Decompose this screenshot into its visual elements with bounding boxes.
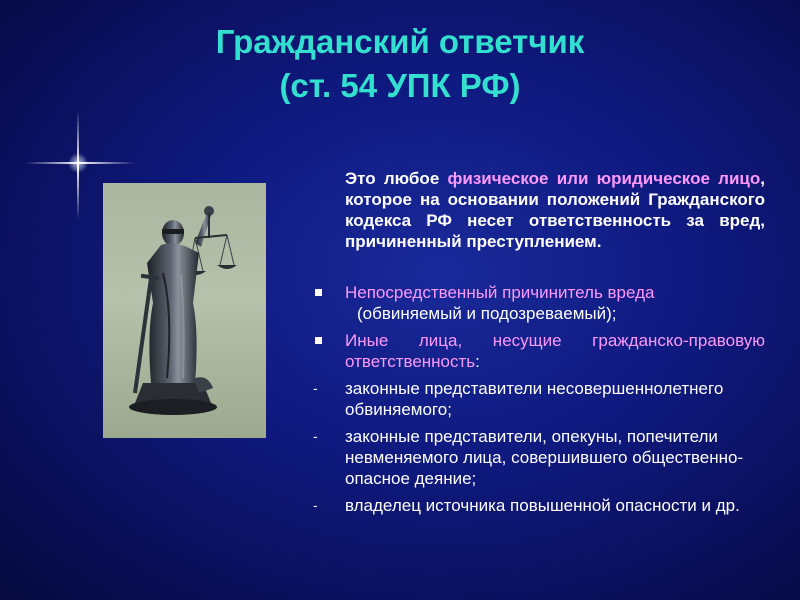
- slide-title: [0, 20, 800, 108]
- bullet-item-direct-tortfeasor: [305, 282, 765, 303]
- bullet-text-highlight: Иные лица, несущие гражданско-правовую ответственность: [345, 331, 765, 371]
- bullet-text-suffix: :: [475, 352, 480, 371]
- title-line-1: Гражданский ответчик: [215, 23, 585, 60]
- slide-content: [305, 168, 765, 516]
- lady-justice-icon: [103, 183, 266, 438]
- square-bullet-icon: [315, 289, 322, 296]
- continuation-text: (обвиняемый и подозреваемый);: [357, 304, 617, 323]
- dash-marker: -: [313, 380, 318, 396]
- dash-item-guardians: [305, 426, 765, 489]
- dash-marker: -: [313, 428, 318, 444]
- square-bullet-icon: [315, 337, 322, 344]
- bullet-continuation: [305, 303, 765, 324]
- definition-paragraph: [305, 168, 765, 252]
- bullet-text: Непосредственный причинитель вреда: [345, 283, 655, 302]
- dash-item-legal-representatives: [305, 378, 765, 420]
- definition-part-3: , которое на основании положений Гражданского кодекса РФ несет ответственность за вред, причиненный преступлением.: [345, 169, 765, 251]
- dash-item-text: законные представители несовершеннолетнего обвиняемого;: [345, 379, 724, 419]
- dash-marker: -: [313, 497, 318, 513]
- dash-item-source-owner: [305, 495, 765, 516]
- dash-item-text: законные представители, опекуны, попечители невменяемого лица, совершившего общественно-опасное деяние;: [345, 427, 744, 488]
- dash-item-text: владелец источника повышенной опасности и др.: [345, 496, 740, 515]
- statue-of-justice-image: [103, 183, 266, 438]
- title-line-2: (ст. 54 УПК РФ): [279, 67, 521, 104]
- definition-part-1: Это любое: [345, 169, 448, 188]
- bullet-item-other-persons: [305, 330, 765, 372]
- definition-highlight: физическое или юридическое лицо: [447, 169, 761, 188]
